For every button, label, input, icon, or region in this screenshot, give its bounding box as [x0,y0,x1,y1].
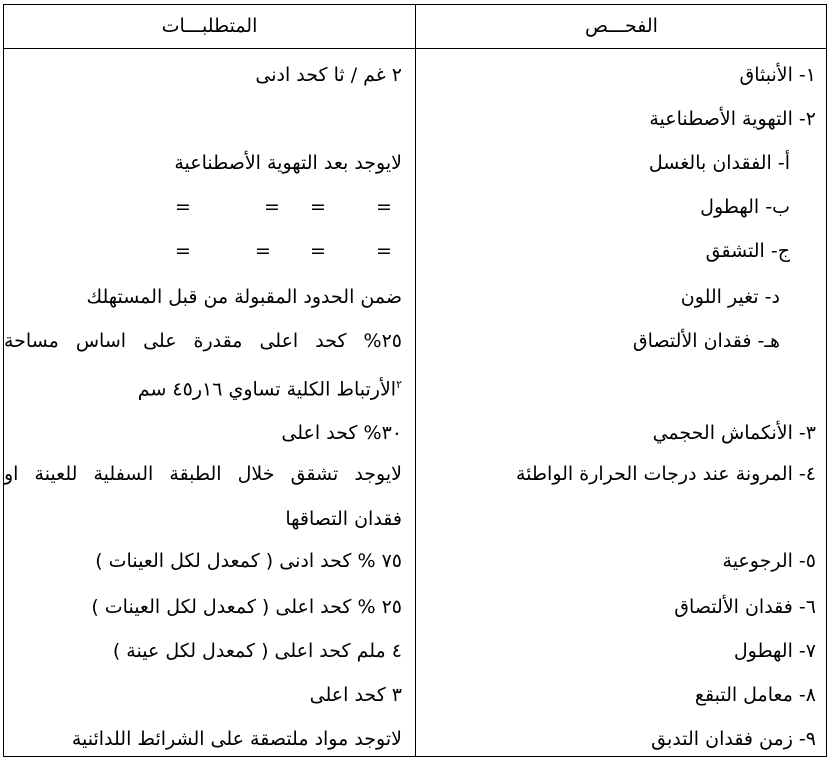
header-requirements: المتطلبـــات [161,15,258,37]
requirement-2: لايوجد بعد التهوية الأصطناعية [174,152,402,174]
requirement-10: ٣ كحد اعلى [309,684,402,706]
requirement-4-line-2 [138,371,402,403]
requirement-6-line-2: فقدان التصاقها [285,508,402,530]
test-item-2: ٢- التهوية الأصطناعية [649,108,816,130]
equals-row-2 [4,237,415,265]
test-item-2c: ج- التشقق [705,240,790,262]
requirement-4-line-1: ٢٥% كحد اعلى مقدرة على اساس مساحة [4,330,402,352]
test-item-8: ٨- معامل التبقع [694,684,816,706]
equals-row-1 [4,193,415,221]
test-item-2e: هـ- فقدان الألتصاق [632,330,780,352]
test-item-2d: د- تغير اللون [680,286,780,308]
column-divider [415,5,416,756]
equals-mark: = [376,196,392,218]
test-item-1: ١- الأنبثاق [739,64,816,86]
equals-mark: = [255,240,271,262]
test-item-2a: أ- الفقدان بالغسل [648,152,790,174]
test-item-7: ٧- الهطول [733,640,816,662]
requirement-5: ٣٠% كحد اعلى [281,422,402,444]
equals-mark: = [175,196,191,218]
test-item-3: ٣- الأنكماش الحجمي [652,422,816,444]
requirement-3: ضمن الحدود المقبولة من قبل المستهلك [86,286,402,308]
test-item-5: ٥- الرجوعية [722,550,816,572]
requirement-7: ٧٥ % كحد ادنى ( كمعدل لكل العينات ) [95,550,402,572]
equals-mark: = [175,240,191,262]
requirement-11: لاتوجد مواد ملتصقة على الشرائط اللدائنية [71,728,402,750]
requirement-8: ٢٥ % كحد اعلى ( كمعدل لكل العينات ) [91,596,402,618]
header-tests: الفحـــص [585,15,658,37]
superscript-two: ٢ [396,378,402,391]
equals-mark: = [376,240,392,262]
equals-mark: = [310,240,326,262]
test-item-4: ٤- المرونة عند درجات الحرارة الواطئة [516,463,816,485]
requirement-1: ٢ غم / ثا كحد ادنى [255,64,402,86]
test-item-2b: ب- الهطول [700,196,790,218]
header-divider [4,48,826,49]
test-item-9: ٩- زمن فقدان التدبق [651,728,816,750]
requirement-6-line-1: لايوجد تشقق خلال الطبقة السفلية للعينة او [4,463,402,485]
equals-mark: = [310,196,326,218]
equals-mark: = [264,196,280,218]
requirement-4-line-2-text: الأرتباط الكلية تساوي ١٦ر٤٥ سم [137,378,397,401]
test-item-6: ٦- فقدان الألتصاق [674,596,816,618]
requirements-table [3,4,827,757]
requirement-9: ٤ ملم كحد اعلى ( كمعدل لكل عينة ) [112,640,402,662]
